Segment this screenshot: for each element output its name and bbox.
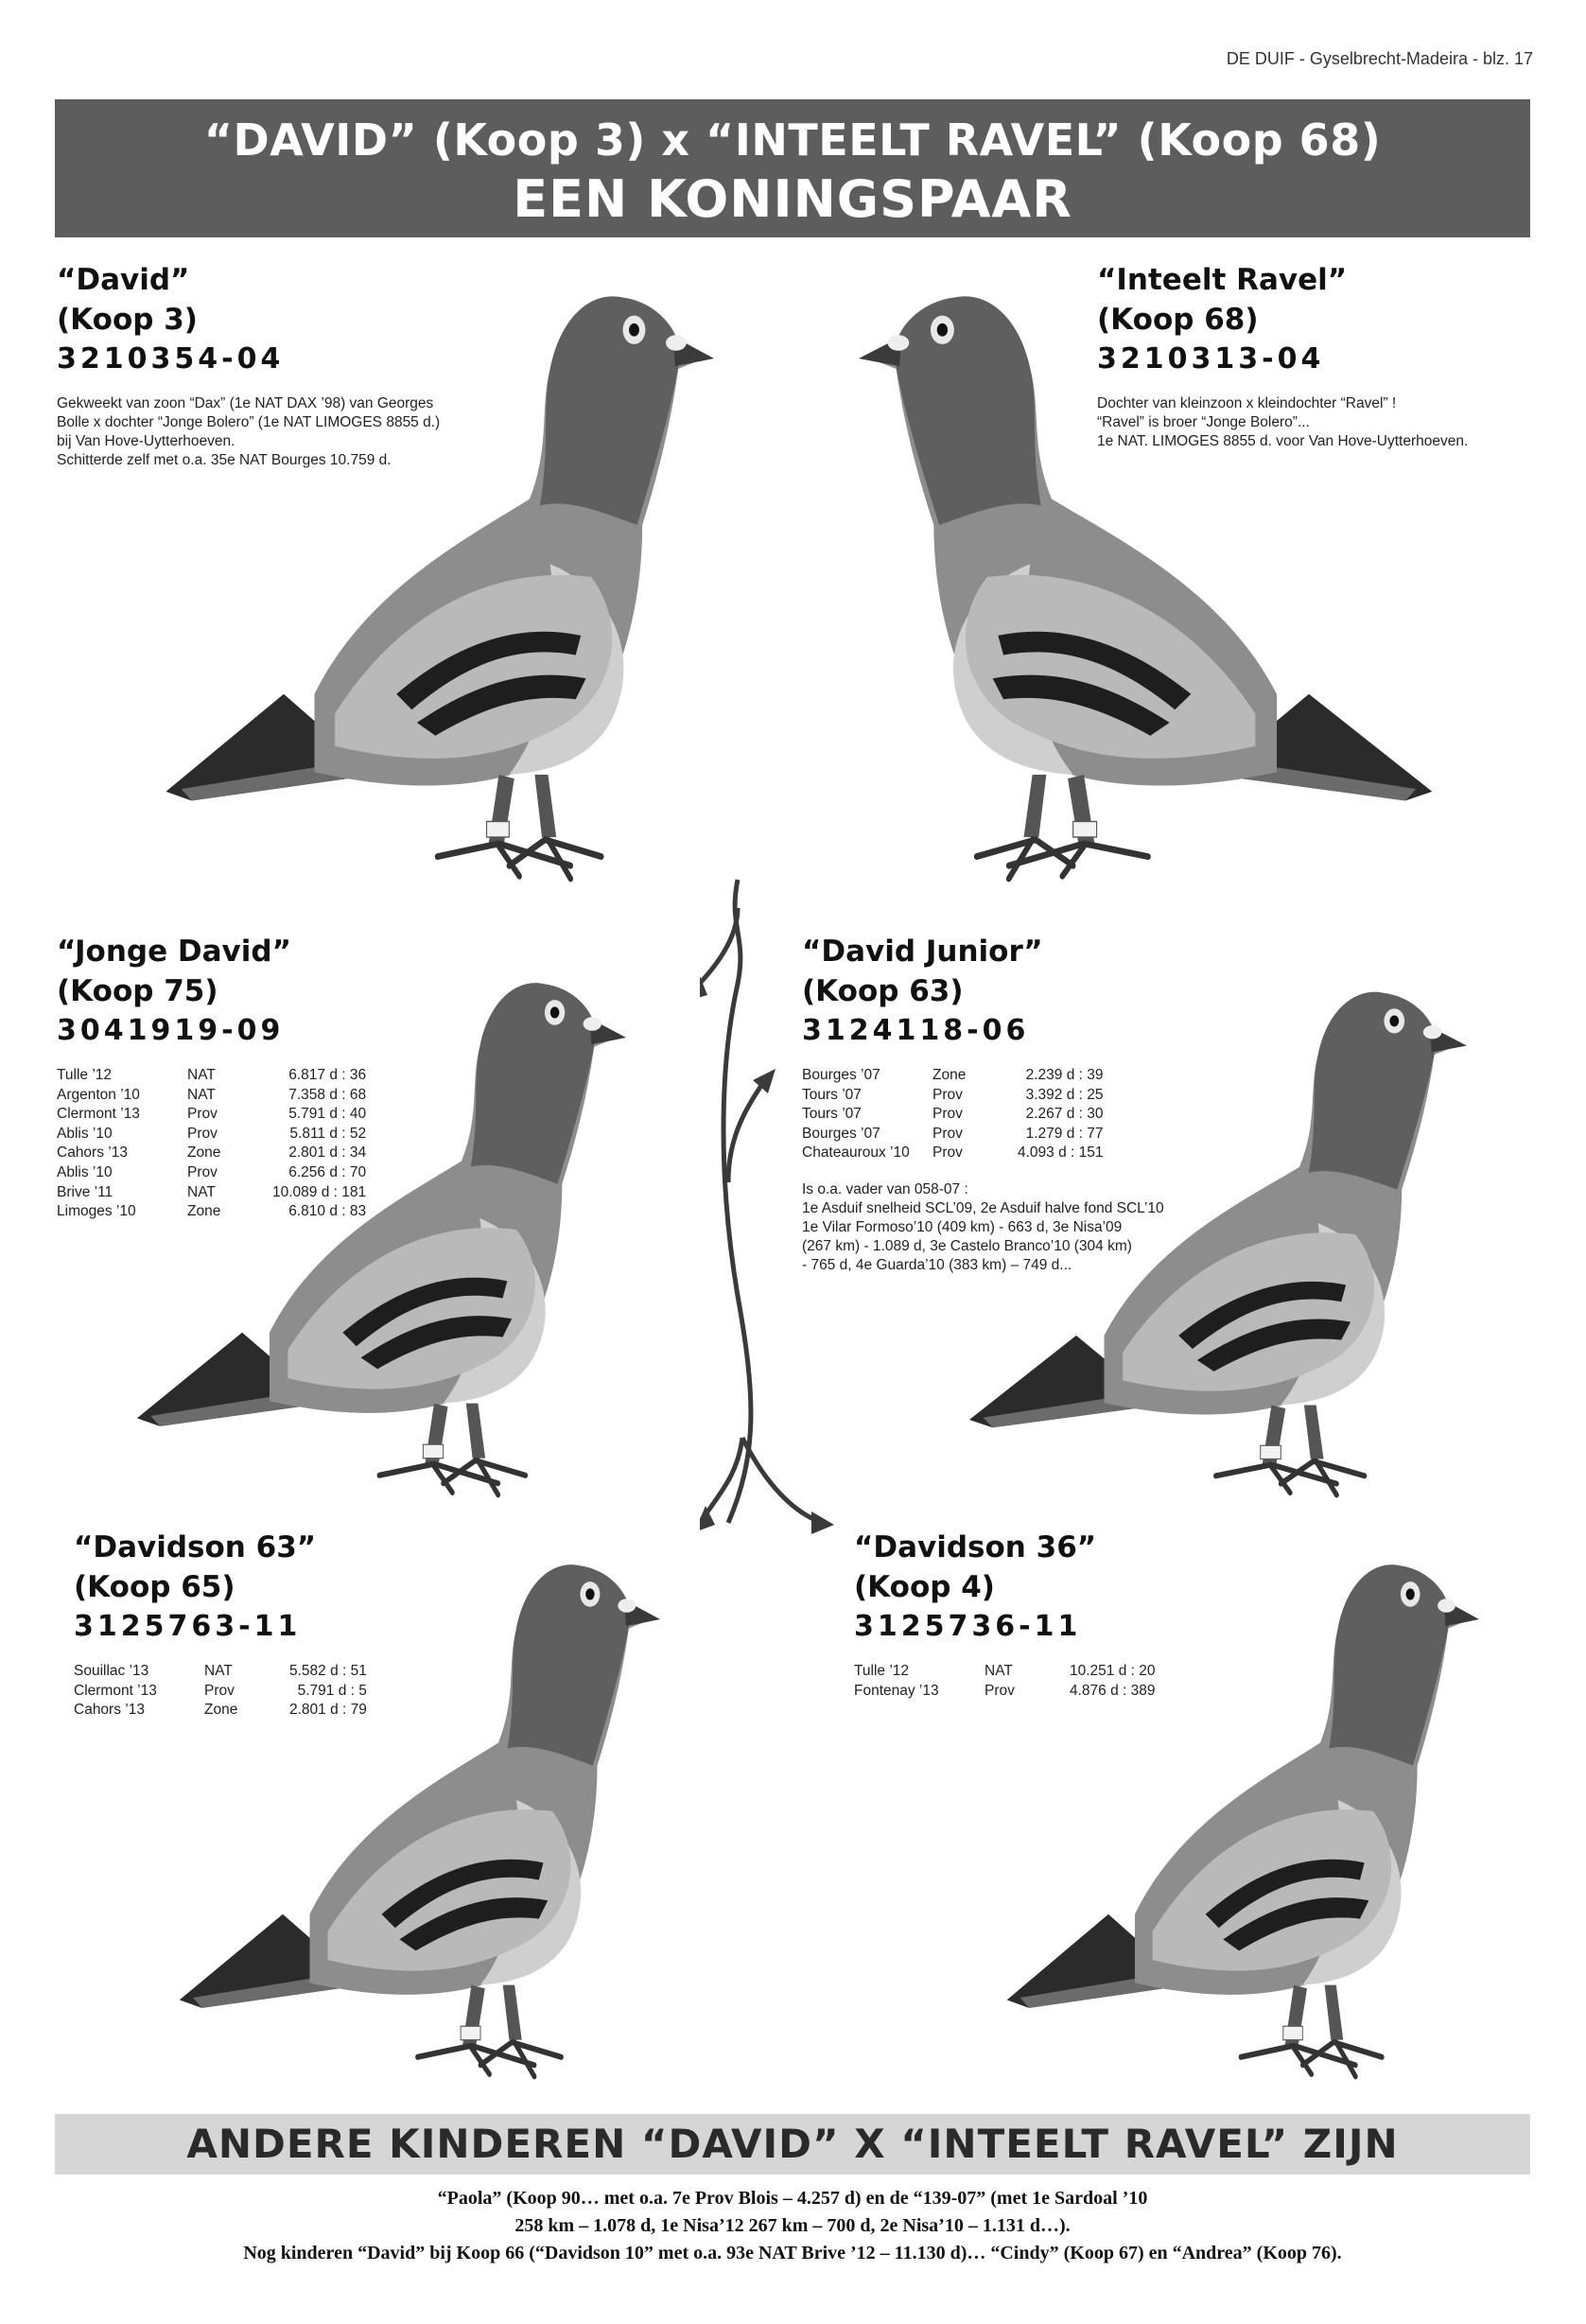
bird-name: “Davidson 63” <box>74 1530 317 1564</box>
desc-line: bij Van Hove-Uytterhoeven. <box>57 433 235 449</box>
table-row <box>74 1662 367 1682</box>
arrow-left-upper <box>700 908 738 993</box>
placing: 1.279 d : 77 <box>1025 1125 1104 1142</box>
race: Cahors ’13 <box>74 1702 145 1719</box>
arrow-right-lower <box>742 1438 823 1523</box>
level: NAT <box>187 1183 216 1200</box>
level: Zone <box>187 1203 221 1220</box>
ring-number: 3125763-11 <box>74 1610 302 1643</box>
race: Tulle ’12 <box>854 1663 910 1679</box>
table-row <box>57 1183 366 1203</box>
title-banner <box>55 99 1530 237</box>
table-row <box>802 1105 1104 1125</box>
table-row <box>802 1086 1104 1106</box>
table-row <box>57 1163 366 1183</box>
placing: 2.801 d : 34 <box>288 1145 367 1162</box>
placing: 6.810 d : 83 <box>288 1203 367 1220</box>
desc-line: 1e Asduif snelheid SCL’09, 2e Asduif halve fond SCL’10 <box>802 1199 1164 1216</box>
level: NAT <box>985 1663 1013 1679</box>
bird-koop: (Koop 63) <box>802 974 964 1008</box>
david-junior-info <box>802 932 1256 1275</box>
placing: 2.267 d : 30 <box>1025 1106 1104 1123</box>
bird-name: “Davidson 36” <box>854 1530 1097 1564</box>
race: Limoges ’10 <box>57 1203 136 1220</box>
bird-koop: (Koop 68) <box>1097 303 1259 337</box>
level: Prov <box>187 1106 218 1123</box>
race: Clermont ’13 <box>57 1106 140 1123</box>
race: Tours ’07 <box>802 1106 862 1123</box>
banner-title: “DAVID” (Koop 3) x “INTEELT RAVEL” (Koop 68) <box>203 114 1382 166</box>
table-row <box>802 1144 1104 1163</box>
banner-subtitle: EEN KONINGSPAAR <box>513 169 1072 229</box>
race: Souillac ’13 <box>74 1663 149 1679</box>
bird-description <box>1097 394 1542 451</box>
placing: 5.811 d : 52 <box>289 1125 367 1142</box>
desc-line: (267 km) - 1.089 d, 3e Castelo Branco’10 (304 km) <box>802 1237 1132 1254</box>
jonge-david-info <box>57 932 454 1222</box>
desc-line: - 765 d, 4e Guarda’10 (383 km) – 749 d... <box>802 1256 1072 1273</box>
level: Prov <box>932 1125 963 1142</box>
table-row <box>74 1682 367 1702</box>
bird-koop: (Koop 75) <box>57 974 218 1008</box>
race: Ablis ’10 <box>57 1163 113 1180</box>
table-row <box>74 1701 367 1721</box>
bird-koop: (Koop 4) <box>854 1570 995 1604</box>
bird-koop: (Koop 65) <box>74 1570 235 1604</box>
footer-line: Nog kinderen “David” bij Koop 66 (“Davidson 10” met o.a. 93e NAT Brive ’12 – 11.130 d)… “Cindy” (Koop 67) en “Andrea” (Koop 76). <box>243 2243 1342 2263</box>
level: Prov <box>187 1125 218 1142</box>
race: Ablis ’10 <box>57 1125 113 1142</box>
davidson36-info <box>854 1528 1251 1701</box>
arrow-head <box>700 1506 715 1532</box>
level: Zone <box>204 1702 238 1719</box>
desc-line: “Ravel” is broer “Jonge Bolero”... <box>1097 414 1310 430</box>
ring-number: 3124118-06 <box>802 1014 1030 1047</box>
table-row <box>57 1202 366 1222</box>
arrow-right-middle <box>728 1078 766 1182</box>
level: Prov <box>187 1163 218 1180</box>
ring-number: 3210313-04 <box>1097 342 1325 376</box>
level: Zone <box>932 1067 967 1083</box>
level: NAT <box>204 1663 233 1679</box>
table-row <box>57 1105 366 1125</box>
placing: 4.093 d : 151 <box>1018 1145 1104 1162</box>
ring-number: 3210354-04 <box>57 342 285 376</box>
table-row <box>854 1662 1156 1682</box>
desc-line: 1e Vilar Formoso’10 (409 km) - 663 d, 3e Nisa’09 <box>802 1218 1123 1235</box>
bird-name: “David Junior” <box>802 935 1043 969</box>
footer-line: 258 km – 1.078 d, 1e Nisa’12 267 km – 700 d, 2e Nisa’10 – 1.131 d…). <box>514 2215 1071 2236</box>
ring-number: 3125736-11 <box>854 1610 1082 1643</box>
footer-line: “Paola” (Koop 90… met o.a. 7e Prov Blois – 4.257 d) en de “139-07” (met 1e Sardoal ’10 <box>437 2188 1148 2209</box>
placing: 6.817 d : 36 <box>288 1067 367 1083</box>
arrow-head <box>811 1511 834 1534</box>
table-row <box>802 1066 1104 1086</box>
davidson63-info <box>74 1528 471 1721</box>
placing: 10.251 d : 20 <box>1070 1663 1156 1679</box>
bird-name: “Jonge David” <box>57 935 291 969</box>
level: Prov <box>204 1682 235 1699</box>
ring-number: 3041919-09 <box>57 1014 285 1047</box>
race: Chateauroux ’10 <box>802 1145 910 1162</box>
placing: 10.089 d : 181 <box>272 1183 367 1200</box>
ravel-info <box>1097 260 1542 451</box>
race: Brive ’11 <box>57 1183 113 1200</box>
placing: 7.358 d : 68 <box>288 1086 367 1103</box>
race: Bourges ’07 <box>802 1067 880 1083</box>
bird-name: “David” <box>57 263 190 297</box>
level: Prov <box>932 1106 963 1123</box>
table-row <box>802 1125 1104 1145</box>
race: Fontenay ’13 <box>854 1682 939 1699</box>
table-row <box>57 1066 366 1086</box>
table-row <box>57 1086 366 1106</box>
race: Bourges ’07 <box>802 1125 880 1142</box>
desc-line: 1e NAT. LIMOGES 8855 d. voor Van Hove-Uytterhoeven. <box>1097 433 1469 449</box>
level: Prov <box>932 1145 963 1162</box>
placing: 2.801 d : 79 <box>289 1702 367 1719</box>
level: NAT <box>187 1067 216 1083</box>
level: Prov <box>932 1086 963 1103</box>
david-info <box>57 260 549 470</box>
placing: 5.791 d : 5 <box>297 1682 367 1699</box>
race: Clermont ’13 <box>74 1682 157 1699</box>
placing: 5.582 d : 51 <box>289 1663 367 1679</box>
placing: 2.239 d : 39 <box>1025 1067 1104 1083</box>
desc-line: Schitterde zelf met o.a. 35e NAT Bourges 10.759 d. <box>57 452 392 468</box>
placing: 4.876 d : 389 <box>1070 1682 1156 1699</box>
results-table <box>854 1662 1156 1701</box>
level: Prov <box>985 1682 1015 1699</box>
offspring-description <box>802 1180 1256 1275</box>
desc-line: Is o.a. vader van 058-07 : <box>802 1180 968 1197</box>
results-table <box>74 1662 367 1721</box>
race: Cahors ’13 <box>57 1145 128 1162</box>
level: Zone <box>187 1145 221 1162</box>
bird-koop: (Koop 3) <box>57 303 198 337</box>
table-row <box>57 1125 366 1145</box>
placing: 6.256 d : 70 <box>288 1163 367 1180</box>
bird-description <box>57 394 549 470</box>
placing: 3.392 d : 25 <box>1025 1086 1104 1103</box>
placing: 5.791 d : 40 <box>288 1106 367 1123</box>
race: Tours ’07 <box>802 1086 862 1103</box>
desc-line: Dochter van kleinzoon x kleindochter “Ravel” ! <box>1097 395 1397 411</box>
results-table <box>802 1066 1104 1163</box>
level: NAT <box>187 1086 216 1103</box>
arrow-stem <box>723 880 751 1523</box>
desc-line: Bolle x dochter “Jonge Bolero” (1e NAT LIMOGES 8855 d.) <box>57 414 441 430</box>
desc-line: Gekweekt van zoon “Dax” (1e NAT DAX ’98) van Georges <box>57 395 434 411</box>
results-table <box>57 1066 366 1222</box>
race: Tulle ’12 <box>57 1067 113 1083</box>
table-row <box>57 1144 366 1163</box>
page-header: DE DUIF - Gyselbrecht-Madeira - blz. 17 <box>1226 49 1533 68</box>
race: Argenton ’10 <box>57 1086 140 1103</box>
bird-name: “Inteelt Ravel” <box>1097 263 1348 297</box>
footer-text <box>55 2185 1530 2267</box>
table-row <box>854 1682 1156 1702</box>
other-children-banner: ANDERE KINDEREN “DAVID” X “INTEELT RAVEL” ZIJN <box>55 2114 1530 2175</box>
